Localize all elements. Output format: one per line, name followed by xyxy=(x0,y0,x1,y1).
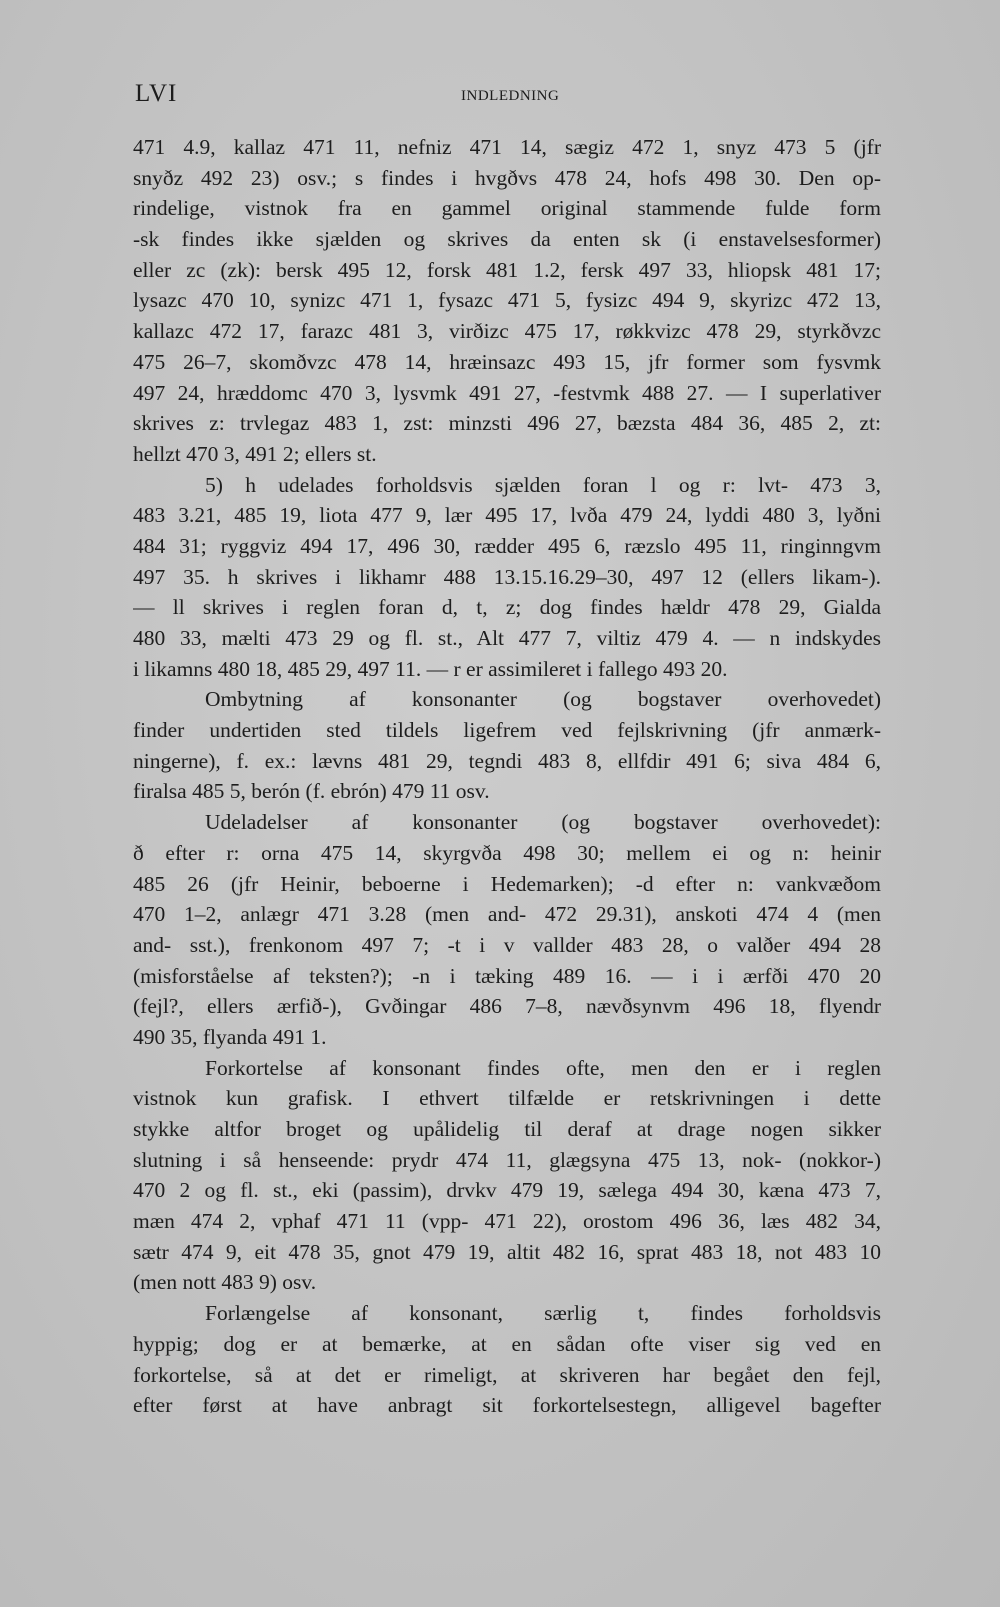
text-line: kallazc 472 17, farazc 481 3, virðizc 475 17, røkkvizc 478 29, styrkðvzc xyxy=(133,319,881,344)
text-line: -sk findes ikke sjælden og skrives da enten sk (i enstavelsesformer) xyxy=(133,227,881,252)
text-line: 497 24, hræddomc 470 3, lysvmk 491 27, -festvmk 488 27. — I superlativer xyxy=(133,380,881,405)
text-line: Forkortelse af konsonant findes ofte, men den er i reglen xyxy=(205,1055,881,1080)
text-line: 480 33, mælti 473 29 og fl. st., Alt 477 7, viltiz 479 4. — n indskydes xyxy=(133,626,881,650)
text-line: 484 31; ryggviz 494 17, 496 30, rædder 495 6, ræzslo 495 11, ringinngvm xyxy=(133,533,881,558)
text-line: efter først at have anbragt sit forkortelsestegn, alligevel bagefter xyxy=(133,1393,881,1418)
text-line: 490 35, flyanda 491 1. xyxy=(133,1024,327,1049)
text-line: (men nott 483 9) osv. xyxy=(133,1270,317,1295)
text-line: Udeladelser af konsonanter (og bogstaver overhovedet): xyxy=(205,810,881,835)
text-line: 470 1–2, anlægr 471 3.28 (men and- 472 29.31), anskoti 474 4 (men xyxy=(133,902,881,927)
text-line: — ll skrives i reglen foran d, t, z; dog findes hældr 478 29, Gialda xyxy=(133,595,881,620)
text-line: hellzt 470 3, 491 2; ellers st. xyxy=(133,441,377,466)
text-line: and- sst.), frenkonom 497 7; -t i v vallder 483 28, o valðer 494 28 xyxy=(133,932,881,957)
text-line: (fejl?, ellers ærfið-), Gvðingar 486 7–8, nævðsynvm 496 18, flyendr xyxy=(133,994,881,1019)
text-line: sætr 474 9, eit 478 35, gnot 479 19, altit 482 16, sprat 483 18, not 483 10 xyxy=(133,1239,881,1264)
text-line: hyppig; dog er at bemærke, at en sådan ofte viser sig ved en xyxy=(133,1331,881,1356)
text-line: rindelige, vistnok fra en gammel original stammende fulde form xyxy=(133,196,881,221)
text-line: 497 35. h skrives i likhamr 488 13.15.16.29–30, 497 12 (ellers likam-). xyxy=(133,564,881,589)
text-line: forkortelse, så at det er rimeligt, at skriveren har begået den fejl, xyxy=(133,1362,881,1387)
text-line: 5) h udelades forholdsvis sjælden foran l og r: lvt- 473 3, xyxy=(205,472,881,497)
text-line: 470 2 og fl. st., eki (passim), drvkv 479 19, sælega 494 30, kæna 473 7, xyxy=(133,1178,881,1203)
text-line: eller zc (zk): bersk 495 12, forsk 481 1.2, fersk 497 33, hliopsk 481 17; xyxy=(133,257,881,282)
body-text xyxy=(133,132,881,1421)
text-line: i likamns 480 18, 485 29, 497 11. — r er assimileret i fallego 493 20. xyxy=(133,656,728,681)
running-title: INDLEDNING xyxy=(461,88,560,104)
text-line: firalsa 485 5, berón (f. ebrón) 479 11 osv. xyxy=(133,779,490,804)
text-line: ð efter r: orna 475 14, skyrgvða 498 30; mellem ei og n: heinir xyxy=(133,840,881,865)
text-line: 485 26 (jfr Heinir, beboerne i Hedemarken); -d efter n: vankvæðom xyxy=(133,871,881,896)
running-head xyxy=(132,76,880,106)
text-line: skrives z: trvlegaz 483 1, zst: minzsti 496 27, bæzsta 484 36, 485 2, zt: xyxy=(133,411,881,436)
text-line: 471 4.9, kallaz 471 11, nefniz 471 14, sægiz 472 1, snyz 473 5 (jfr xyxy=(133,135,881,159)
page-number: LVI xyxy=(135,80,178,107)
text-line: (misforståelse af teksten?); -n i tæking 489 16. — i i ærfði 470 20 xyxy=(133,963,881,988)
text-line: 475 26–7, skomðvzc 478 14, hræinsazc 493 15, jfr former som fysvmk xyxy=(133,349,881,374)
text-line: ningerne), f. ex.: lævns 481 29, tegndi 483 8, ellfdir 491 6; siva 484 6, xyxy=(133,748,881,773)
text-line: slutning i så henseende: prydr 474 11, glægsyna 475 13, nok- (nokkor-) xyxy=(133,1147,881,1172)
text-line: 483 3.21, 485 19, liota 477 9, lær 495 17, lvða 479 24, lyddi 480 3, lyðni xyxy=(133,503,881,528)
text-line: Ombytning af konsonanter (og bogstaver overhovedet) xyxy=(205,687,881,712)
text-line: stykke altfor broget og upålidelig til deraf at drage nogen sikker xyxy=(133,1117,881,1141)
text-line: lysazc 470 10, synizc 471 1, fysazc 471 5, fysizc 494 9, skyrizc 472 13, xyxy=(133,288,881,313)
text-line: vistnok kun grafisk. I ethvert tilfælde er retskrivningen i dette xyxy=(133,1086,881,1111)
text-line: snyðz 492 23) osv.; s findes i hvgðvs 478 24, hofs 498 30. Den op- xyxy=(133,165,881,190)
text-line: mæn 474 2, vphaf 471 11 (vpp- 471 22), orostom 496 36, læs 482 34, xyxy=(133,1209,881,1234)
text-line: Forlængelse af konsonant, særlig t, findes forholdsvis xyxy=(205,1301,881,1326)
text-line: finder undertiden sted tildels ligefrem ved fejlskrivning (jfr anmærk- xyxy=(133,718,881,743)
